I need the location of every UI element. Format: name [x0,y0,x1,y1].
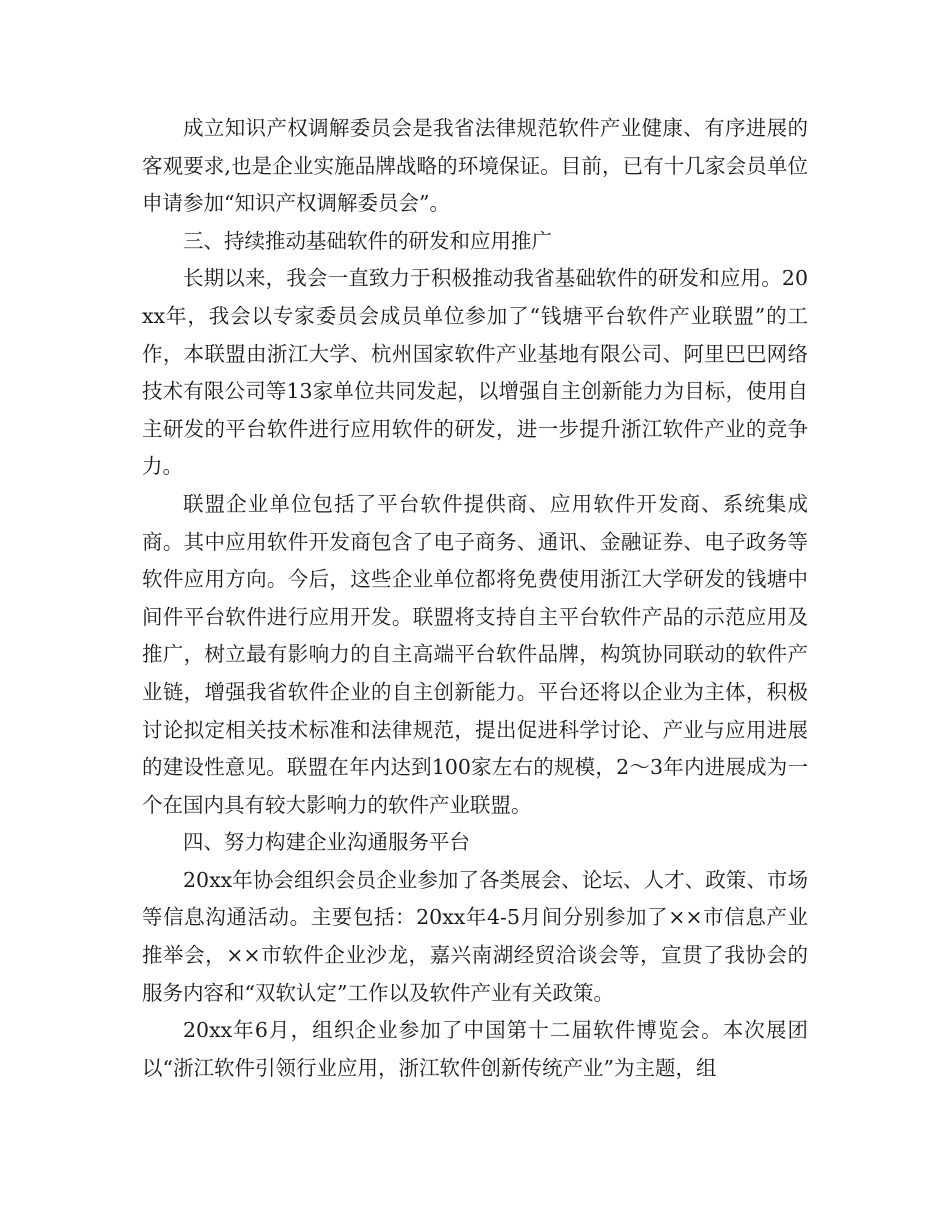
section-heading-3: 三、持续推动基础软件的研发和应用推广 [183,228,552,253]
section-heading-4: 四、努力构建企业沟通服务平台 [183,830,470,855]
paragraph-ip-mediation: 成立知识产权调解委员会是我省法律规范软件产业健康、有序进展的客观要求,也是企业实施品牌战略的环境保证。目前，已有十几家会员单位申请参加“知识产权调解委员会”。 [142,116,808,216]
paragraph-exhibitions: 20xx年协会组织会员企业参加了各类展会、论坛、人才、政策、市场等信息沟通活动。主要包括：20xx年4-5月间分别参加了××市信息产业推举会，××市软件企业沙龙，嘉兴南湖经贸洽谈会等，宣贯了我协会的服务内容和“双软认定”工作以及软件产业有关政策。 [142,867,808,1005]
paragraph-alliance-members: 联盟企业单位包括了平台软件提供商、应用软件开发商、系统集成商。其中应用软件开发商包含了电子商务、通讯、金融证券、电子政务等软件应用方向。今后，这些企业单位都将免费使用浙江大学研发的钱塘中间件平台软件进行应用开发。联盟将支持自主平台软件产品的示范应用及推广，树立最有影响力的自主高端平台软件品牌，构筑协同联动的软件产业链，增强我省软件企业的自主创新能力。平台还将以企业为主体，积极讨论拟定相关技术标准和法律规范，提出促进科学讨论、产业与应用进展的建设性意见。联盟在年内达到100家左右的规模，2～3年内进展成为一个在国内具有较大影响力的软件产业联盟。 [142,491,808,817]
document-body [142,110,808,1087]
paragraph-basic-software: 长期以来，我会一直致力于积极推动我省基础软件的研发和应用。20xx年，我会以专家委员会成员单位参加了“钱塘平台软件产业联盟”的工作，本联盟由浙江大学、杭州国家软件产业基地有限公司、阿里巴巴网络技术有限公司等13家单位共同发起，以增强自主创新能力为目标，使用自主研发的平台软件进行应用软件的研发，进一步提升浙江软件产业的竞争力。 [142,266,808,479]
paragraph-software-expo: 20xx年6月，组织企业参加了中国第十二届软件博览会。本次展团以“浙江软件引领行业应用，浙江软件创新传统产业”为主题，组 [142,1018,808,1080]
